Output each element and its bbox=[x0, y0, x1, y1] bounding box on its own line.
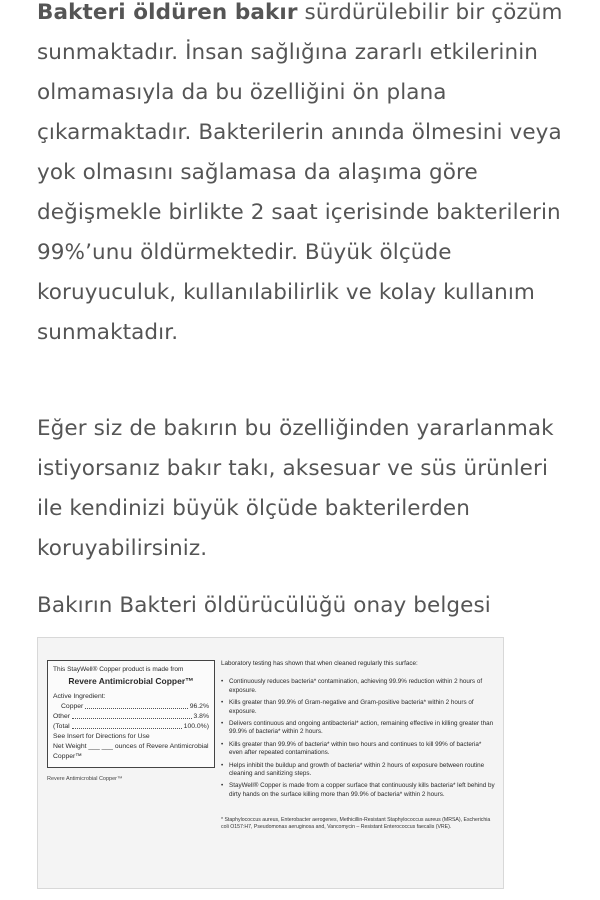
label-row-copper bbox=[53, 702, 209, 712]
label-row-total bbox=[53, 722, 209, 732]
certificate-heading: Bakırın Bakteri öldürücülüğü onay belgesi bbox=[37, 593, 491, 618]
label-row-other bbox=[53, 712, 209, 722]
claim-item bbox=[221, 782, 496, 799]
claim-item bbox=[221, 741, 496, 758]
claim-item bbox=[221, 678, 496, 695]
bullet-icon: • bbox=[221, 720, 224, 728]
bullet-icon: • bbox=[221, 678, 224, 686]
paragraph-usage: Eğer siz de bakırın bu özelliğinden yararlanmak istiyorsanız bakır takı, aksesuar ve süs ürünleri ile kendinizi büyük ölçüde bakterilerden koruyabilirsiniz. bbox=[37, 416, 554, 561]
label-insert-note: See Insert for Directions for Use bbox=[53, 733, 150, 740]
label-row-name: (Total bbox=[53, 723, 70, 730]
claim-text: Kills greater than 99.9% of bacteria* within two hours and continues to kill 99% of bacteria* even after repeated contaminations. bbox=[229, 740, 482, 757]
claim-text: Kills greater than 99.9% of Gram-negative and Gram-positive bacteria* within 2 hours of exposure. bbox=[229, 699, 474, 715]
paragraph-intro-text: sürdürülebilir bir çözüm sunmaktadır. İnsan sağlığına zararlı etkilerinin olmamasıyla da bu özelliğini ön plana çıkarmaktadır. Bakterilerin anında ölmesini veya yok olmasını sağlamasa da alaşıma göre değişmekle birlikte 2 saat içerisinde bakterilerin 99%’unu öldürmektedir. Büyük ölçüde koruyuculuk, kullanılabilirlik ve kolay kullanım sunmaktadır. bbox=[37, 0, 563, 345]
bullet-icon: • bbox=[221, 699, 224, 707]
label-product-name: Revere Antimicrobial Copper™ bbox=[68, 676, 194, 686]
claim-text: Helps inhibit the buildup and growth of bacteria* within 2 hours of exposure between routine cleaning and sanitizing steps. bbox=[229, 761, 485, 778]
claim-item bbox=[221, 720, 496, 737]
claim-text: Continuously reduces bacteria* contamination, achieving 99.9% reduction within 2 hours of exposure. bbox=[229, 678, 483, 694]
label-row-value: 96.2% bbox=[189, 703, 209, 710]
bullet-icon: • bbox=[221, 761, 224, 769]
claim-text: StayWell® Copper is made from a copper surface that continuously kills bacteria* left behind by dirty hands on the surface killing more than 99.9% of bacteria* within 2 hours. bbox=[229, 782, 495, 798]
bullet-icon: • bbox=[221, 782, 224, 790]
certificate-image bbox=[37, 637, 504, 889]
claim-item bbox=[221, 699, 496, 716]
label-row-value: 3.8% bbox=[193, 713, 209, 720]
claims-headline: Laboratory testing has shown that when cleaned regularly this surface: bbox=[221, 660, 418, 667]
label-row-value: 100.0%) bbox=[183, 723, 209, 730]
claim-text: Delivers continuous and ongoing antibacterial* action, remaining effective in killing greater than 99.9% of bacteria* within 2 hours. bbox=[229, 720, 494, 736]
bullet-icon: • bbox=[221, 740, 224, 748]
label-net-weight: Net Weight ___ ___ ounces of Revere Antimicrobial Copper™ bbox=[53, 743, 209, 760]
paragraph-intro-bold: Bakteri öldüren bakır bbox=[37, 0, 298, 25]
product-label bbox=[47, 660, 215, 782]
claims-panel bbox=[221, 660, 496, 831]
label-intro: This StayWell® Copper product is made from bbox=[53, 666, 184, 673]
label-box bbox=[47, 660, 215, 768]
label-row-name: Copper bbox=[61, 703, 84, 710]
label-active-heading: Active Ingredient: bbox=[53, 693, 106, 700]
organism-footnote: * Staphylococcus aureus, Enterobacter aerogenes, Methicillin-Resistant Staphylococcus aureus (MRSA), Escherichia coli O157:H7, Pseudomonas aeruginosa and, Vancomycin – Resistant Enterococcus faecalis (VRE). bbox=[221, 817, 491, 831]
label-row-name: Other bbox=[53, 713, 70, 720]
paragraph-intro bbox=[37, 0, 567, 353]
label-caption: Revere Antimicrobial Copper™ bbox=[47, 776, 123, 782]
claim-item bbox=[221, 762, 496, 779]
